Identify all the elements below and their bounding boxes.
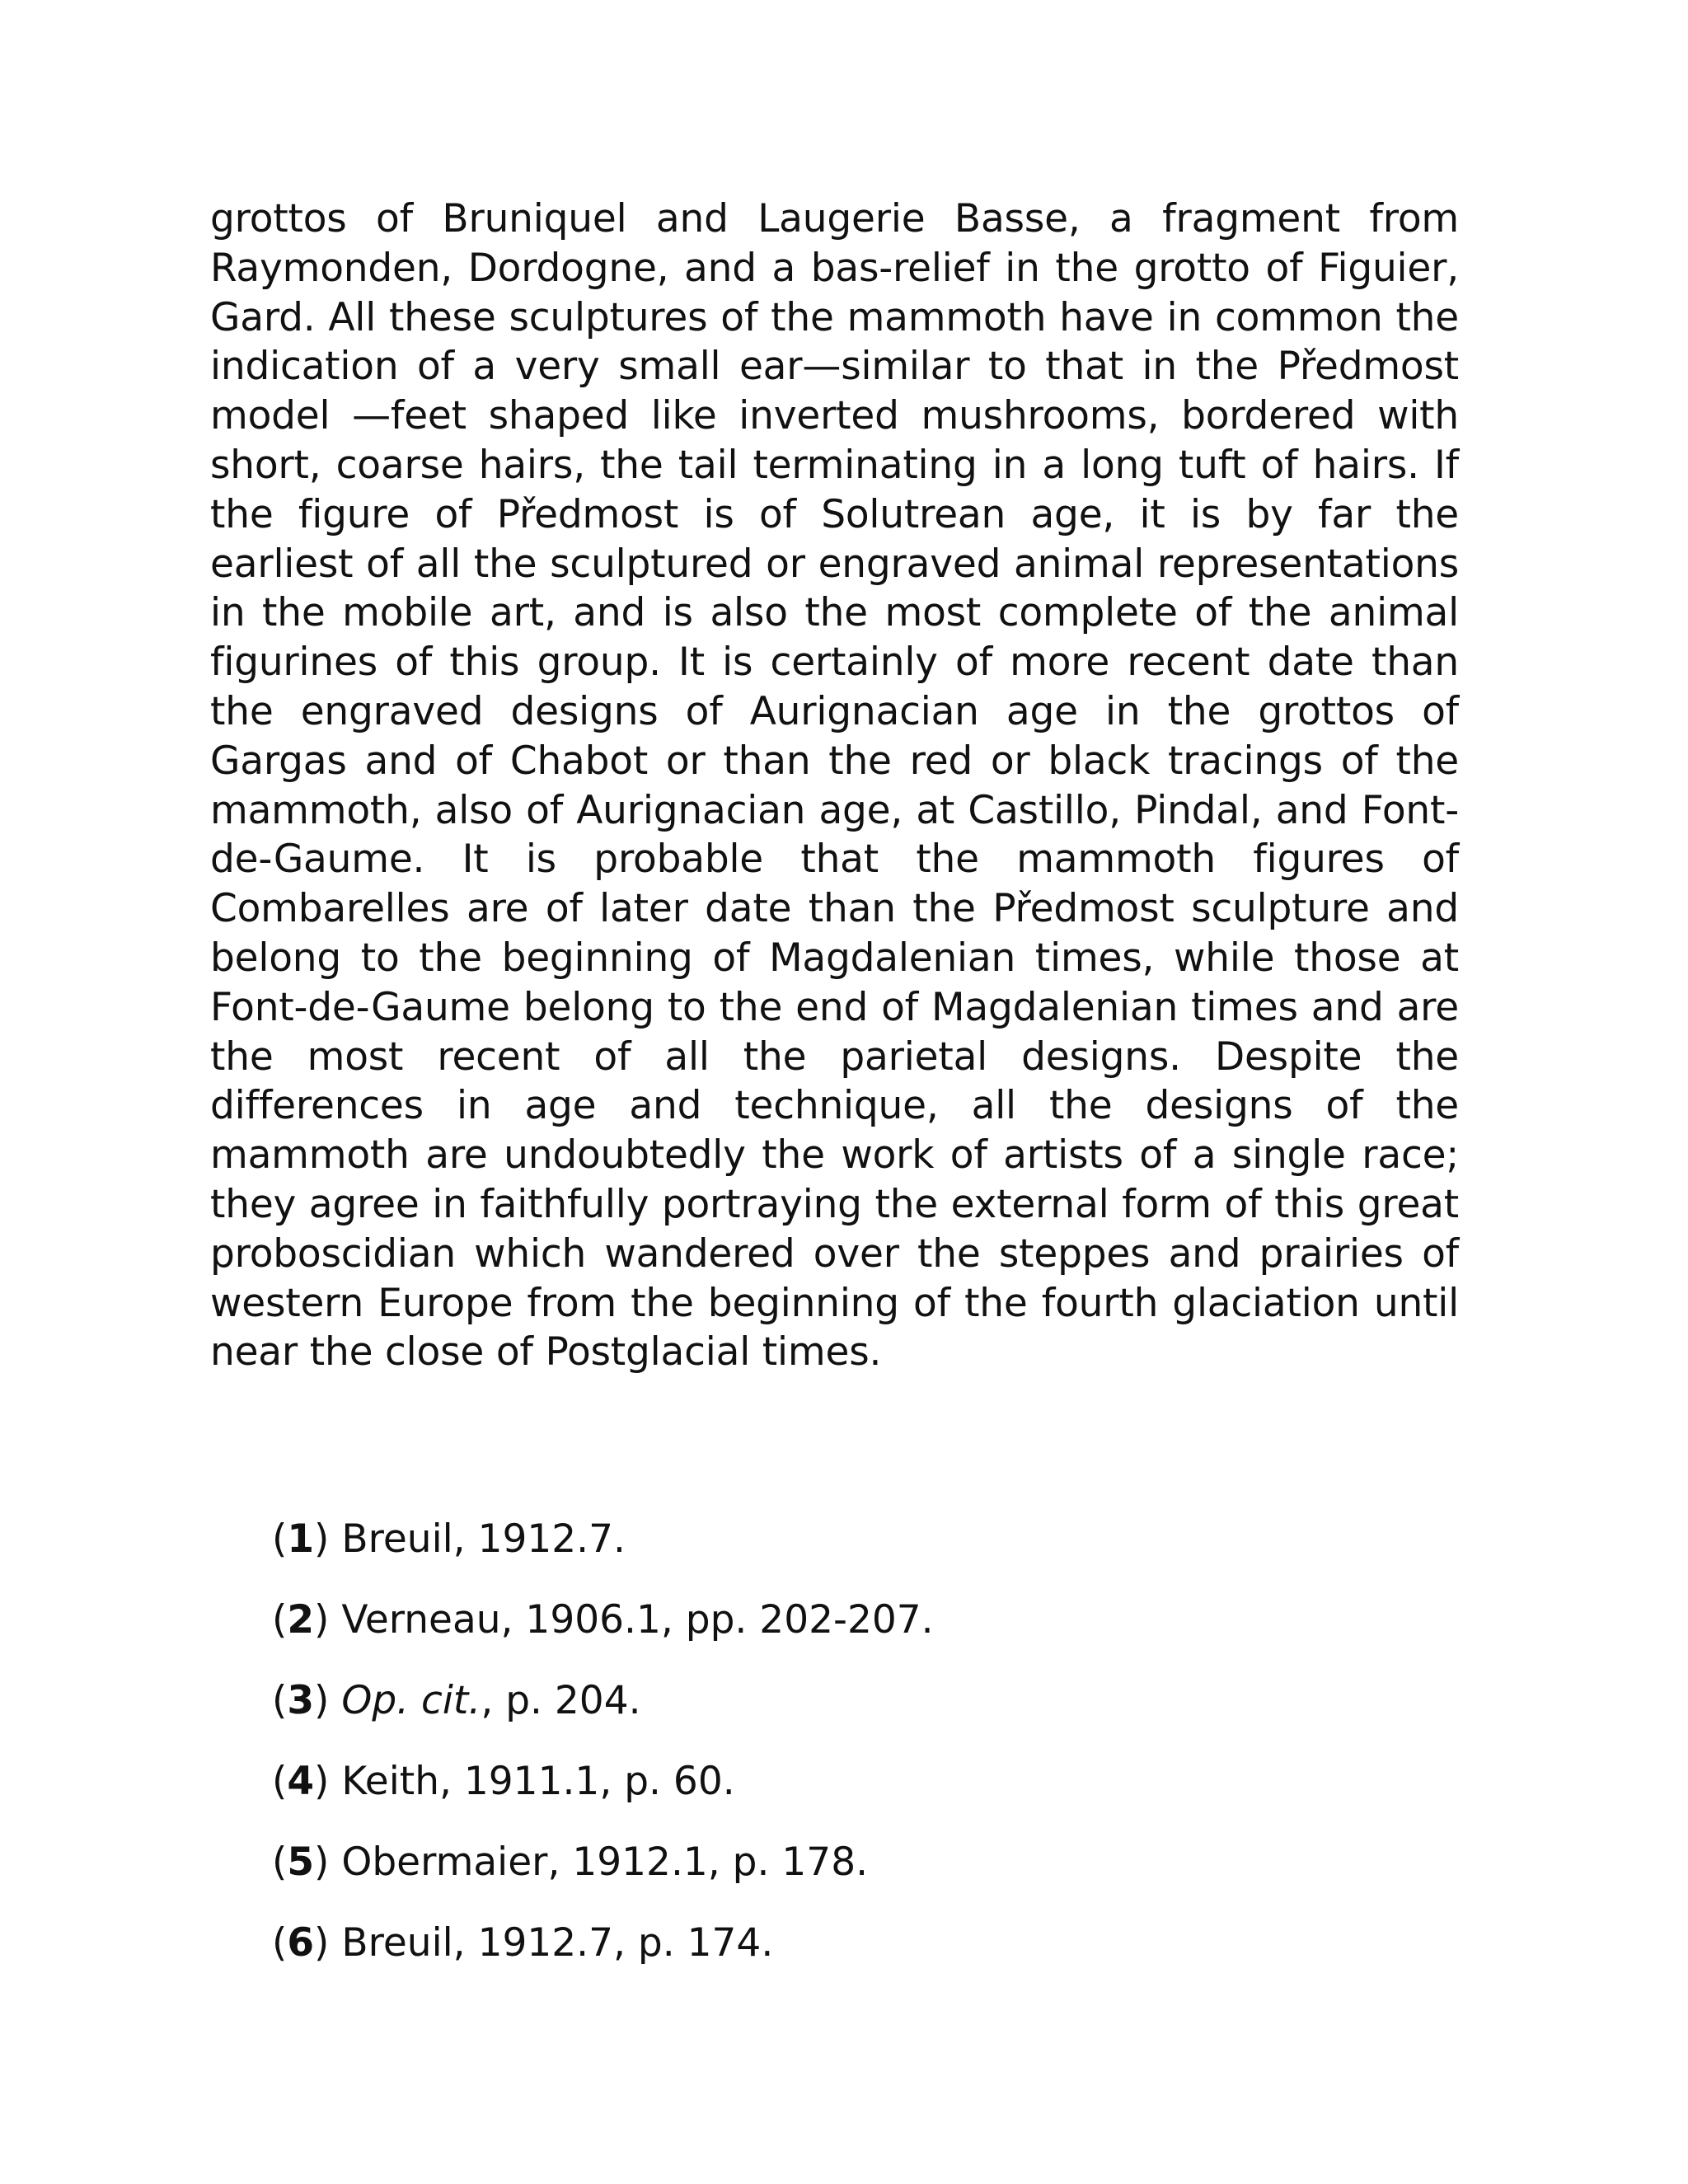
footnote-open-paren: ( <box>272 1759 288 1804</box>
footnote-open-paren: ( <box>272 1597 288 1643</box>
footnote-number: 2 <box>287 1597 315 1643</box>
footnote-open-paren: ( <box>272 1920 288 1966</box>
footnote-item <box>272 1676 1426 1726</box>
footnotes-list <box>272 1515 1426 1999</box>
footnote-open-paren: ( <box>272 1678 288 1723</box>
footnote-close-paren: ) <box>314 1678 342 1723</box>
footnote-item <box>272 1838 1426 1887</box>
footnote-text: Breuil, 1912.7, p. 174. <box>329 1920 774 1966</box>
footnote-item <box>272 1757 1426 1807</box>
footnote-open-paren: ( <box>272 1516 288 1562</box>
footnote-text: Breuil, 1912.7. <box>329 1516 626 1562</box>
footnote-open-paren: ( <box>272 1840 288 1885</box>
footnote-number: 5 <box>287 1840 315 1885</box>
footnote-italic-text: Op. cit. <box>341 1678 481 1723</box>
footnote-text: , p. 204. <box>481 1678 641 1723</box>
footnote-text: Obermaier, 1912.1, p. 178. <box>329 1840 869 1885</box>
footnote-number: 4 <box>287 1759 315 1804</box>
footnote-close-paren: ) <box>314 1840 330 1885</box>
footnote-text: Verneau, 1906.1, pp. 202-207. <box>329 1597 934 1643</box>
footnote-close-paren: ) <box>314 1759 330 1804</box>
footnote-number: 6 <box>287 1920 315 1966</box>
footnote-close-paren: ) <box>314 1516 330 1562</box>
footnote-item <box>272 1596 1426 1645</box>
footnote-item <box>272 1515 1426 1564</box>
footnote-item <box>272 1919 1426 1968</box>
footnote-number: 3 <box>287 1678 315 1723</box>
footnote-text: Keith, 1911.1, p. 60. <box>329 1759 735 1804</box>
footnote-close-paren: ) <box>314 1597 330 1643</box>
body-paragraph: grottos of Bruniquel and Laugerie Basse, a fragment from Raymonden, Dordogne, and a bas-relief in the grotto of Figuier, Gard. All these sculptures of the mammoth have in common the indication of a very small ear—similar to that in the Předmost model —feet shaped like inverted mushrooms, bordered with short, coarse hairs, the tail terminating in a long tuft of hairs. If the figure of Předmost is of Solutrean age, it is by far the earliest of all the sculptured or engraved animal representations in the mobile art, and is also the most complete of the animal figurines of this group. It is certainly of more recent date than the engraved designs of Aurignacian age in the grottos of Gargas and of Chabot or than the red or black tracings of the mammoth, also of Aurignacian age, at Castillo, Pindal, and Font-de-Gaume. It is probable that the mammoth figures of Combarelles are of later date than the Předmost sculpture and belong to the beginning of Magdalenian times, while those at Font-de-Gaume belong to the end of Magdalenian times and are the most recent of all the parietal designs. Despite the differences in age and technique, all the designs of the mammoth are undoubtedly the work of artists of a single race; they agree in faithfully portraying the external form of this great proboscidian which wandered over the steppes and prairies of western Europe from the beginning of the fourth glaciation until near the close of Postglacial times. <box>210 196 1459 1376</box>
footnote-close-paren: ) <box>314 1920 330 1966</box>
footnote-number: 1 <box>287 1516 315 1562</box>
